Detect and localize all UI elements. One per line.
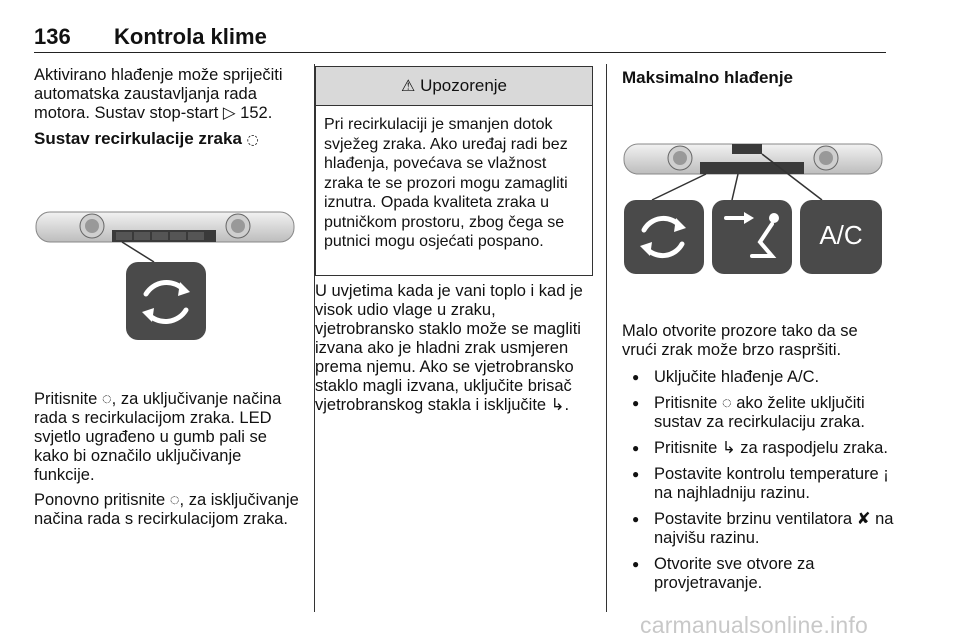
intro-paragraph: Aktivirano hlađenje može spriječiti automatska zaustavljanja rada motora. Sustav stop-start ▷ 152. xyxy=(34,66,283,122)
page-number: 136 xyxy=(34,24,71,49)
list-item: ● Pritisnite ◌ ako želite uključiti sustav za recirkulaciju zraka. xyxy=(622,394,894,432)
list-item: ● Postavite kontrolu temperature ¡ na najhladniju razinu. xyxy=(622,465,894,503)
recirculation-on-paragraph: Pritisnite ◌, za uključivanje načina rada s recirkulacijom zraka. LED svjetlo ugrađeno u gumb pali se kako bi označilo uključivanje funkcije. xyxy=(34,390,282,484)
page-header xyxy=(34,20,886,53)
instruction-list xyxy=(622,368,894,593)
list-item: ● Otvorite sve otvore za provjetravanje. xyxy=(622,555,894,593)
warning-triangle-icon: ⚠ xyxy=(400,76,416,95)
column-1 xyxy=(34,66,302,150)
column-3 xyxy=(622,66,894,87)
max-cooling-illustration xyxy=(622,138,886,280)
max-cooling-intro: Malo otvorite prozore tako da se vrući zrak može brzo raspršiti. xyxy=(622,322,858,359)
condensation-paragraph: U uvjetima kada je vani toplo i kad je visok udio vlage u zraku, vjetrobransko staklo može se magliti izvana ako je hladni zrak usmjeren prema njemu. Ako se vjetrobransko staklo magli izvana, uključite brisač vjetrobranskog stakla i isključite ↳. xyxy=(315,282,583,414)
column-divider xyxy=(606,64,607,612)
section-heading: Sustav recirkulacije zraka ◌ xyxy=(34,129,259,148)
warning-box xyxy=(315,66,593,276)
column-1-lower xyxy=(34,390,302,535)
control-panel-illustration xyxy=(34,198,298,344)
warning-header xyxy=(316,67,592,106)
list-item: ● Uključite hlađenje A/C. xyxy=(622,368,894,387)
warning-title: Upozorenje xyxy=(420,76,508,95)
column-3-lower xyxy=(622,322,894,600)
recirculation-icon: ◌ xyxy=(246,132,259,148)
column-2 xyxy=(315,282,595,421)
ac-button-label: A/C xyxy=(819,220,863,250)
watermark-text: carmanualsonline.info xyxy=(640,612,868,638)
chapter-title: Kontrola klime xyxy=(114,24,267,49)
recirculation-figure xyxy=(34,198,298,349)
warning-text: Pri recirkulaciji je smanjen dotok svježeg zraka. Ako uređaj radi bez hlađenja, povećava se vlažnost zraka te se prozori mogu zamagliti iznutra. Opada kvaliteta zraka u putničkom prostoru, zbog čega se putnici mogu osjećati pospano. xyxy=(324,116,568,250)
recirculation-off-paragraph: Ponovno pritisnite ◌, za isključivanje načina rada s recirkulacijom zraka. xyxy=(34,491,299,528)
list-item: ● Postavite brzinu ventilatora ✘ na najvišu razinu. xyxy=(622,510,894,548)
list-item: ● Pritisnite ↳ za raspodjelu zraka. xyxy=(622,439,894,458)
max-cooling-heading: Maksimalno hlađenje xyxy=(622,68,793,87)
max-cooling-figure xyxy=(622,138,886,285)
